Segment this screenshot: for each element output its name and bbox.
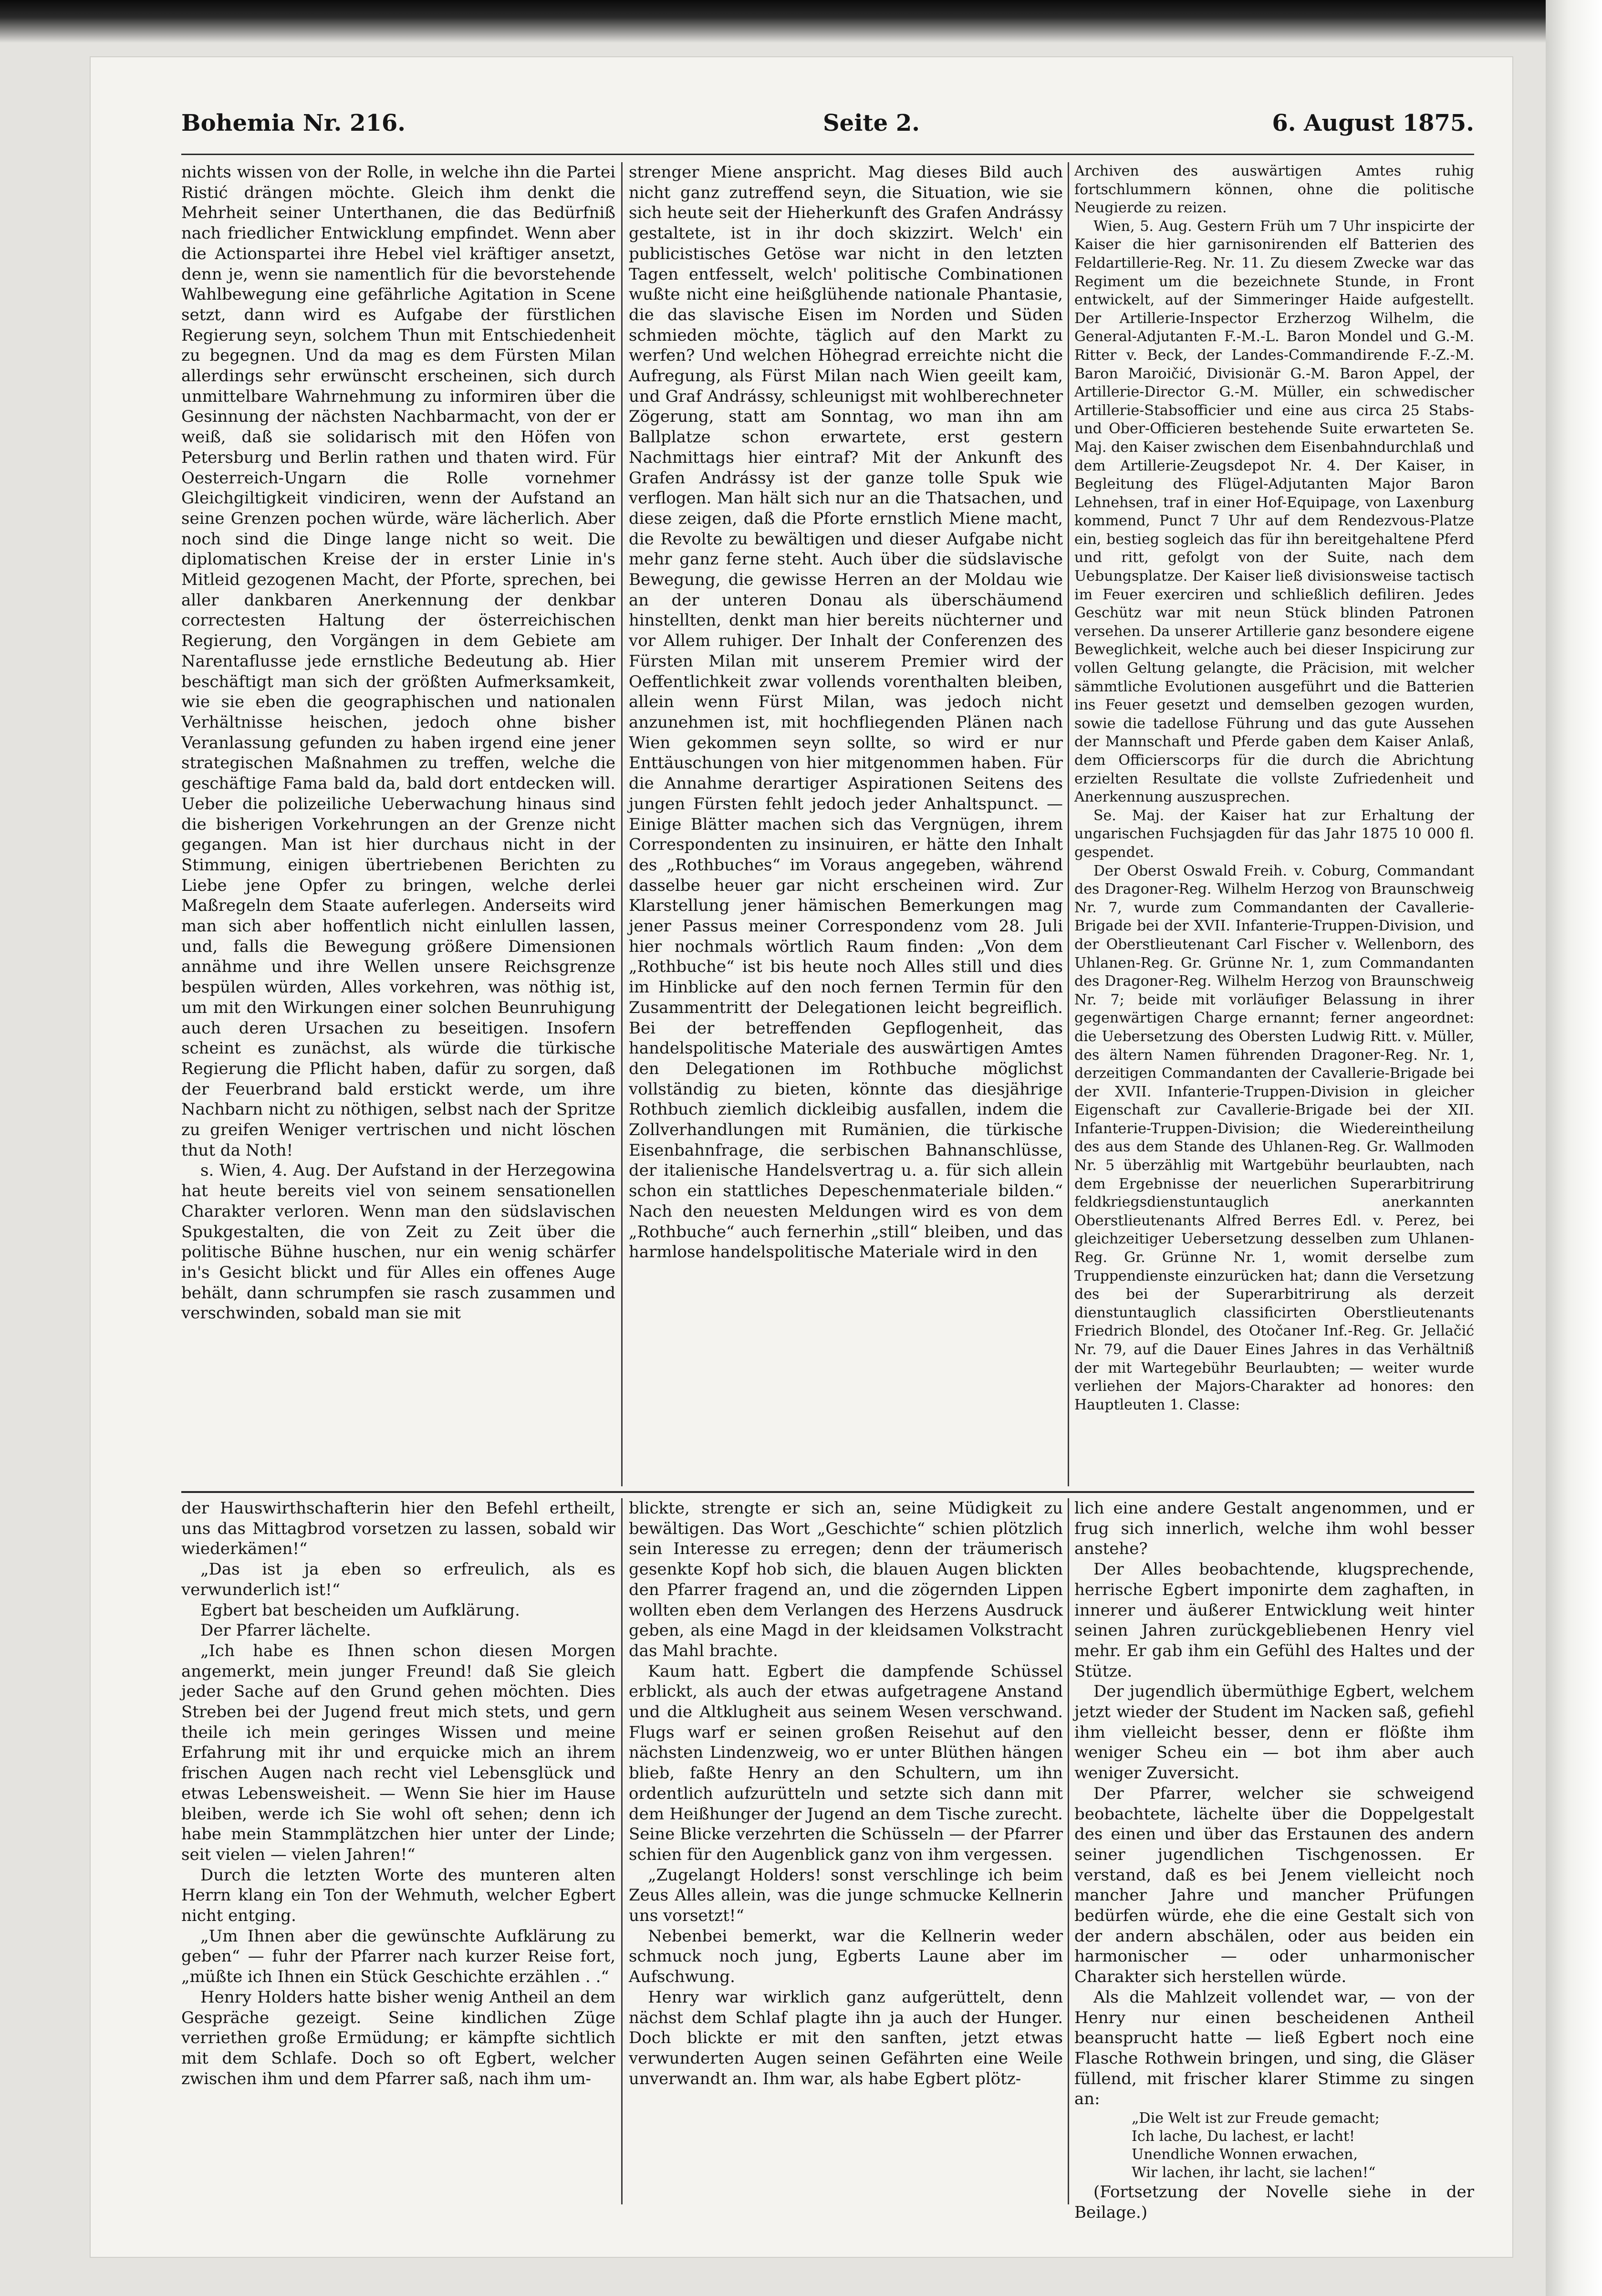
story-paragraph: Der Alles beobachtende, klugsprechende, herrische Egbert imponirte dem zaghaften, in innerer und äußerer Entwicklung weit hinter seinen Jahren zurückgebliebenen Henry viel mehr. Er gab ihm ein Gefühl des Haltes und der Stütze.: [1074, 1560, 1474, 1681]
news-column-2: [629, 162, 1063, 1486]
verse-line: „Die Welt ist zur Freude gemacht;: [1132, 2110, 1380, 2127]
column-divider: [1068, 162, 1069, 1486]
issue-date: 6. August 1875.: [1272, 110, 1474, 136]
story-paragraph: „Um Ihnen aber die gewünschte Aufklärung zu geben“ — fuhr der Pfarrer nach kurzer Reise fort, „müßte ich Ihnen ein Stück Geschichte erzählen . .“: [181, 1926, 615, 1987]
page-number: Seite 2.: [823, 110, 920, 136]
story-paragraph: lich eine andere Gestalt angenommen, und er frug sich innerlich, welche ihm wohl besser anstehe?: [1074, 1499, 1474, 1559]
story-paragraph: der Hauswirthschafterin hier den Befehl ertheilt, uns das Mittagbrod vorsetzen zu lassen, sobald wir wiederkämen!“: [181, 1499, 615, 1559]
column-divider: [1068, 1498, 1069, 2204]
story-paragraph: „Ich habe es Ihnen schon diesen Morgen angemerkt, mein junger Freund! daß Sie gleich jeder Sache auf den Grund gehen möchten. Dies Streben bei der Jugend freut mich stets, und gern theile ich mein geringes Wissen und meine Erfahrung mit ihr und erquicke mich an ihrem frischen Augen nach recht viel Lebensglück und etwas Lebensweisheit. — Wenn Sie hier im Hause bleiben, werde ich Sie wohl oft sehen; denn ich habe mein Stammplätzchen hier unter der Linde; seit vielen — vielen Jahren!“: [181, 1641, 615, 1864]
page-header: [181, 110, 1474, 148]
story-paragraph: Egbert bat bescheiden um Aufklärung.: [200, 1600, 520, 1620]
column-divider: [621, 1498, 623, 2204]
story-paragraph: „Das ist ja eben so erfreulich, als es verwunderlich ist!“: [181, 1560, 615, 1599]
feuilleton-column-3: [1074, 1498, 1474, 2222]
continuation-note: (Fortsetzung der Novelle siehe in der Beilage.): [1074, 2182, 1474, 2222]
feuilleton-rule: [181, 1491, 1474, 1493]
story-paragraph: Der Pfarrer, welcher sie schweigend beobachtete, lächelte über die Doppelgestalt des einen und über das Erstaunen des andern seiner jugendlichen Tischgenossen. Er verstand, daß es bei Jenem vielleicht noch mancher Jahre und mancher Prüfungen bedürfen würde, ehe die eine Gestalt sich von der andern abschälen, oder aus beiden ein harmonischer — oder unharmonischer Charakter sich herstellen würde.: [1074, 1784, 1474, 1987]
article-paragraph: Archiven des auswärtigen Amtes ruhig fortschlummern können, ohne die politische Neugierde zu reizen.: [1074, 163, 1474, 217]
scan-dark-edge: [0, 0, 1602, 43]
column-divider: [621, 162, 623, 1486]
story-paragraph: blickte, strengte er sich an, seine Müdigkeit zu bewältigen. Das Wort „Geschichte“ schien plötzlich sein Interesse zu erregen; denn der träumerisch gesenkte Kopf hob sich, die blauen Augen blickten den Pfarrer fragend an, und die zögernden Lippen wollten eben dem Verlangen des Herzens Ausdruck geben, als eine Magd in der kleidsamen Volkstracht das Mahl brachte.: [629, 1499, 1063, 1660]
feuilleton-column-1: [181, 1498, 615, 2204]
story-paragraph: Der jugendlich übermüthige Egbert, welchem jetzt wieder der Student im Nacken saß, gefiehl ihm vielleicht besser, denn er flößte ihm weniger Scheu ein — bot ihm aber auch weniger Zuversicht.: [1074, 1682, 1474, 1783]
story-paragraph: Nebenbei bemerkt, war die Kellnerin weder schmuck noch jung, Egberts Laune aber im Aufschwung.: [629, 1926, 1063, 1987]
news-column-3: [1074, 162, 1474, 1486]
story-paragraph: Henry Holders hatte bisher wenig Antheil an dem Gespräche gezeigt. Seine kindlichen Züge verriethen große Ermüdung; er kämpfte sichtlich mit dem Schlafe. Doch so oft Egbert, welcher zwischen ihm und dem Pfarrer saß, nach ihm um-: [181, 1987, 615, 2088]
feuilleton-column-2: [629, 1498, 1063, 2204]
verse-line: Ich lache, Du lachest, er lacht!: [1132, 2128, 1355, 2145]
article-paragraph: s. Wien, 4. Aug. Der Aufstand in der Herzegowina hat heute bereits viel von seinem sensationellen Charakter verloren. Wenn man den südslavischen Spukgestalten, die von Zeit zu Zeit über die politische Bühne huschen, nur ein wenig schärfer in's Gesicht blickt und für Alles ein offenes Auge behält, dann schrumpfen sie rasch zusammen und verschwinden, sobald man sie mit: [181, 1161, 615, 1323]
article-paragraph: Wien, 5. Aug. Gestern Früh um 7 Uhr inspicirte der Kaiser die hier garnisonirenden elf Batterien des Feldartillerie-Reg. Nr. 11. Zu diesem Zwecke war das Regiment um die bezeichnete Stunde, in Front entwickelt, auf der Simmeringer Haide aufgestellt. Der Artillerie-Inspector Erzherzog Wilhelm, die General-Adjutanten F.-M.-L. Baron Mondel und G.-M. Ritter v. Beck, der Landes-Commandirende F.-Z.-M. Baron Maroičić, Divisionär G.-M. Baron Appel, der Artillerie-Director G.-M. Müller, ein schwedischer Artillerie-Stabsofficier und eine aus circa 25 Stabs- und Ober-Officieren bestehende Suite erwarteten Se. Maj. den Kaiser zwischen dem Eisenbahndurchlaß und dem Artillerie-Zeugsdepot Nr. 4. Der Kaiser, in Begleitung des Flügel-Adjutanten Major Baron Lehnehsen, traf in einer Hof-Equipage, von Laxenburg kommend, Punct 7 Uhr auf dem Rendezvous-Platze ein, bestieg sogleich das für ihn bereitgehaltene Pferd und ritt, gefolgt von der Suite, nach dem Uebungsplatze. Der Kaiser ließ divisionsweise tactisch im Feuer exerciren und schließlich defiliren. Jedes Geschütz war mit neun Stück blinden Patronen versehen. Da unserer Artillerie ganz besondere eigene Beweglichkeit, welche auch bei dieser Inspicirung zur vollen Geltung gelangte, die Präcision, mit welcher sämmtliche Evolutionen ausgeführt und die Batterien ins Feuer gesetzt und demselben gezogen wurden, sowie die tadellose Führung und das gute Aussehen der Mannschaft und Pferde gaben dem Kaiser Anlaß, dem Officierscorps für die durch die Abrichtung erzielten Resultate die vollste Zufriedenheit und Anerkennung auszusprechen.: [1074, 218, 1474, 806]
verse-line: Wir lachen, ihr lacht, sie lachen!“: [1132, 2164, 1376, 2181]
story-paragraph: Als die Mahlzeit vollendet war, — von der Henry nur einen bescheidenen Antheil beansprucht hatte — ließ Egbert noch eine Flasche Rothwein bringen, und sing, die Gläser füllend, mit frischer klarer Stimme zu singen an:: [1074, 1987, 1474, 2109]
story-paragraph: Henry war wirklich ganz aufgerüttelt, denn nächst dem Schlaf plagte ihn ja auch der Hunger. Doch blickte er mit den sanften, jetzt etwas verwunderten Augen seinen Gefährten eine Weile unverwandt an. Ihm war, als habe Egbert plötz-: [629, 1987, 1063, 2088]
header-rule: [181, 154, 1474, 155]
story-paragraph: Kaum hatt. Egbert die dampfende Schüssel erblickt, als auch der etwas aufgetragene Anstand und die Altklugheit aus seinem Wesen verschwand. Flugs warf er seinen großen Reisehut auf den nächsten Lindenzweig, wo er unter Blüthen hängen blieb, faßte Henry an den Schultern, um ihn ordentlich aufzurütteln und setzte sich dann mit dem Heißhunger der Jugend an dem Tische zurecht. Seine Blicke verzehrten die Schüsseln — der Pfarrer schien für den Augenblick ganz von ihm vergessen.: [629, 1661, 1063, 1864]
masthead-title: Bohemia Nr. 216.: [181, 110, 406, 136]
page-fold-edge: [1546, 0, 1602, 2296]
article-paragraph: Der Oberst Oswald Freih. v. Coburg, Commandant des Dragoner-Reg. Wilhelm Herzog von Braunschweig Nr. 7, wurde zum Commandanten der Cavallerie-Brigade bei der XVII. Infanterie-Truppen-Division, und der Oberstlieutenant Carl Fischer v. Wellenborn, des Uhlanen-Reg. Gr. Grünne Nr. 1, zum Commandanten des Dragoner-Reg. Wilhelm Herzog von Braunschweig Nr. 7; beide mit vorläufiger Belassung in ihrer gegenwärtigen Charge ernannt; ferner angeordnet: die Uebersetzung des Obersten Ludwig Ritt. v. Müller, des ältern Namen führenden Dragoner-Reg. Nr. 1, derzeitigen Commandanten der Cavallerie-Brigade bei der XVII. Infanterie-Truppen-Division in gleicher Eigenschaft zur Cavallerie-Brigade bei der XII. Infanterie-Truppen-Division; die Wiedereintheilung des aus dem Stande des Uhlanen-Reg. Gr. Wallmoden Nr. 5 überzählig mit Wartgebühr beurlaubten, nach dem Ergebnisse der neuerlichen Superarbitrirung feldkriegsdienstuntauglich anerkannten Oberstlieutenants Alfred Berres Edl. v. Perez, bei gleichzeitiger Uebersetzung desselben zum Uhlanen-Reg. Gr. Grünne Nr. 1, womit derselbe zum Truppendienste einzurücken hat; dann die Versetzung des bei der Superarbitrirung als derzeit dienstuntauglich classificirten Oberstlieutenants Friedrich Blondel, des Otočaner Inf.-Reg. Gr. Jellačić Nr. 79, auf die Dauer Eines Jahres in das Verhältniß der mit Wartegebühr Beurlaubten; — weiter wurde verliehen der Majors-Charakter ad honores: den Hauptleuten 1. Classe:: [1074, 862, 1474, 1413]
article-paragraph: Se. Maj. der Kaiser hat zur Erhaltung der ungarischen Fuchsjagden für das Jahr 1875 10 000 fl. gespendet.: [1074, 807, 1474, 861]
article-paragraph: nichts wissen von der Rolle, in welche ihn die Partei Ristić drängen möchte. Gleich ihm denkt die Mehrheit seiner Unterthanen, die das Bedürfniß nach friedlicher Entwicklung empfindet. Wenn aber die Actionspartei ihre Hebel viel kräftiger ansetzt, denn je, wenn sie namentlich für die bevorstehende Wahlbewegung eine gefährliche Agitation in Scene setzt, dann wird es Aufgabe der fürstlichen Regierung seyn, solchem Thun mit Entschiedenheit zu begegnen. Und da mag es dem Fürsten Milan allerdings sehr erwünscht erscheinen, sich durch unmittelbare Wahrnehmung zu informiren über die Gesinnung der nächsten Nachbarmacht, von der er weiß, daß sie solidarisch mit den Höfen von Petersburg und Berlin rathen und thaten wird. Für Oesterreich-Ungarn die Rolle vornehmer Gleichgiltigkeit vindiciren, wenn der Aufstand an seine Grenzen pochen würde, wäre lächerlich. Aber noch sind die Dinge lange nicht so weit. Die diplomatischen Kreise der in erster Linie in's Mitleid gezogenen Macht, der Pforte, sprechen, bei aller dankbaren Anerkennung der denkbar correctesten Haltung der österreichischen Regierung, den Vorgängen in dem Gebiete am Narentaflusse jede ernstliche Bedeutung ab. Hier beschäftigt man sich der größten Aufmerksamkeit, wie sie eben die geographischen und nationalen Verhältnisse heischen, jedoch ohne bisher Veranlassung gefunden zu haben irgend eine jener strategischen Maßnahmen zu treffen, welche die geschäftige Fama bald da, bald dort entdecken will. Ueber die polizeiliche Ueberwachung hinaus sind die bisherigen Vorkehrungen an der Grenze nicht gegangen. Man ist hier durchaus nicht in der Stimmung, einigen übertriebenen Berichten zu Liebe jene Opfer zu bringen, welche derlei Maßregeln dem Staate auferlegen. Anderseits wird man sich aber hoffentlich nicht einlullen lassen, und, falls die Bewegung größere Dimensionen annähme und ihre Wellen unsere Reichsgrenze bespülen würden, Alles vorkehren, was nöthig ist, um mit den Wirkungen einer solchen Beunruhigung auch deren Ursachen zu beseitigen. Insofern scheint es zunächst, als würde die türkische Regierung die Pflicht haben, dafür zu sorgen, daß der Feuerbrand bald erstickt werde, um ihre Nachbarn nicht zu nöthigen, selbst nach der Spritze zu greifen Weniger vertrischen und nicht löschen thut da Noth!: [181, 163, 615, 1160]
song-verse: [1074, 2109, 1474, 2182]
story-paragraph: „Zugelangt Holders! sonst verschlinge ich beim Zeus Alles allein, was die junge schmucke Kellnerin uns vorsetzt!“: [629, 1865, 1063, 1926]
story-paragraph: Der Pfarrer lächelte.: [200, 1621, 371, 1640]
verse-line: Unendliche Wonnen erwachen,: [1132, 2146, 1358, 2163]
article-paragraph: strenger Miene anspricht. Mag dieses Bild auch nicht ganz zutreffend seyn, die Situation, wie sie sich heute seit der Hieherkunft des Grafen Andrássy gestaltete, ist in ihr doch skizzirt. Welch' ein publicistisches Getöse war nicht in den letzten Tagen entfesselt, welch' politische Combinationen wußte nicht eine heißglühende nationale Phantasie, die das slavische Eisen im Norden und Süden schmieden möchte, täglich auf den Markt zu werfen? Und welchen Höhegrad erreichte nicht die Aufregung, als Fürst Milan nach Wien geeilt kam, und Graf Andrássy, schleunigst mit wohlberechneter Zögerung, statt am Sonntag, wo man ihn am Ballplatze schon erwartete, erst gestern Nachmittags hier eintraf? Mit der Ankunft des Grafen Andrássy ist der ganze tolle Spuk wie verflogen. Man hält sich nur an die Thatsachen, und diese zeigen, daß die Pforte ernstlich Miene macht, die Revolte zu bewältigen und dieser Aufgabe nicht mehr ganz ferne steht. Auch über die südslavische Bewegung, die gewisse Herren an der Moldau wie an der unteren Donau als überschäumend hinstellten, denkt man hier bereits nüchterner und vor Allem ruhiger. Der Inhalt der Conferenzen des Fürsten Milan mit unserem Premier wird der Oeffentlichkeit zwar vollends vorenthalten bleiben, allein wenn Fürst Milan, was jedoch nicht anzunehmen ist, mit hochfliegenden Plänen nach Wien gekommen seyn sollte, so wird er nur Enttäuschungen von hier mitgenommen haben. Für die Annahme derartiger Aspirationen Seitens des jungen Fürsten fehlt jedoch jeder Anhaltspunct. — Einige Blätter machen sich das Vergnügen, ihrem Correspondenten zu insinuiren, er hätte den Inhalt des „Rothbuches“ im Voraus angegeben, während dasselbe heuer gar nicht erscheinen wird. Zur Klarstellung jener hämischen Bemerkungen mag jener Passus meiner Correspondenz vom 28. Juli hier nochmals wörtlich Raum finden: „Von dem „Rothbuche“ ist bis heute noch Alles still und dies im Hinblicke auf den noch fernen Termin für den Zusammentritt der Delegationen leicht begreiflich. Bei der betreffenden Gepflogenheit, das handelspolitische Materiale des auswärtigen Amtes den Delegationen im Rothbuche möglichst vollständig zu bieten, könnte das diesjährige Rothbuch ziemlich dickleibig ausfallen, indem die Zollverhandlungen mit Rumänien, die türkische Eisenbahnfrage, die serbischen Bahnanschlüsse, der italienische Handelsvertrag u. a. für sich allein schon ein stattliches Depeschenmateriale bilden.“ Nach den neuesten Meldungen wird es von dem „Rothbuche“ auch fernerhin „still“ bleiben, und das harmlose handelspolitische Materiale wird in den: [629, 163, 1063, 1262]
news-column-1: [181, 162, 615, 1486]
story-paragraph: Durch die letzten Worte des munteren alten Herrn klang ein Ton der Wehmuth, welcher Egbert nicht entging.: [181, 1865, 615, 1926]
